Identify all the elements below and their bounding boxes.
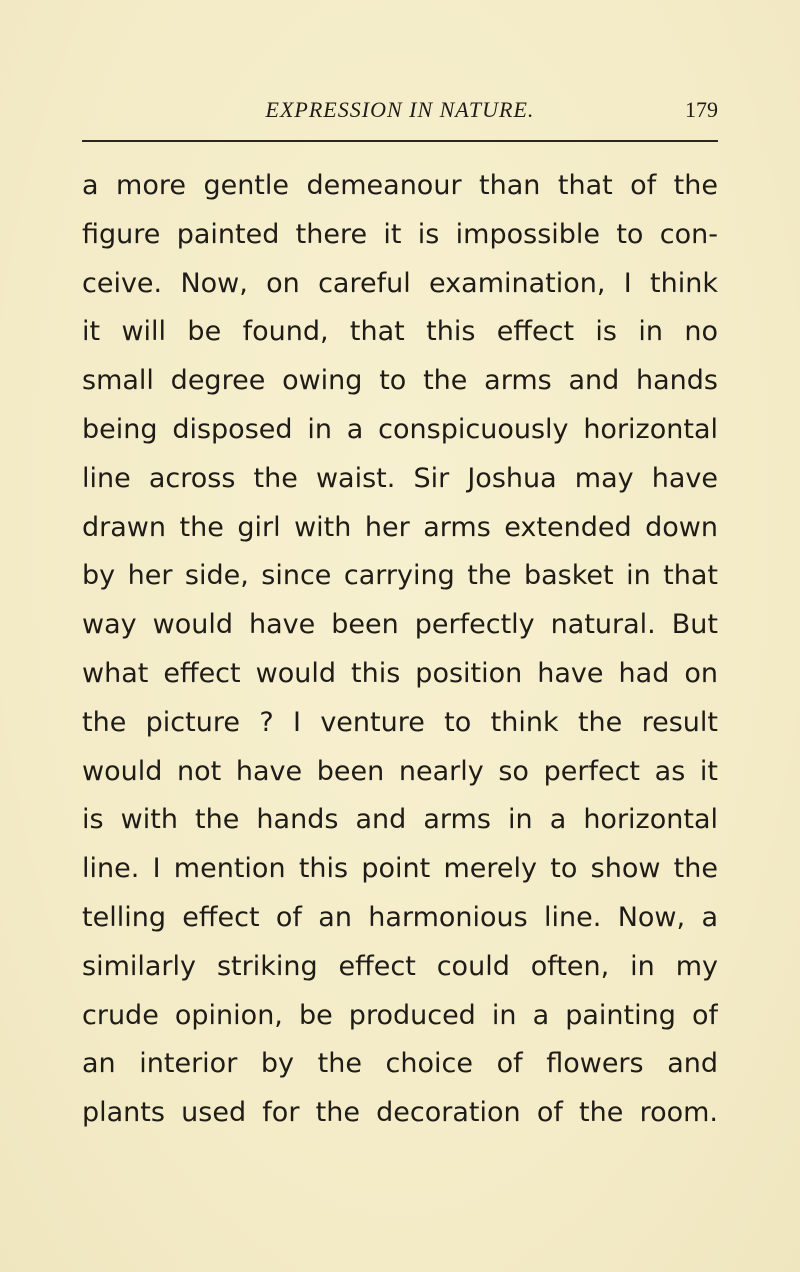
text-line: plants used for the decoration of the room. [82,1097,718,1129]
text-line: line across the waist. Sir Joshua may have [82,462,718,494]
text-line: figure painted there it is impossible to con- [82,218,718,250]
header-rule [82,140,718,142]
text-line: crude opinion, be produced in a painting of [82,999,718,1031]
text-line: line. I mention this point merely to show the [82,853,718,885]
running-title: EXPRESSION IN NATURE. [265,97,535,122]
body-text [82,162,718,1138]
text-line: similarly striking effect could often, in my [82,950,718,982]
text-line: an interior by the choice of flowers and [82,1048,718,1080]
text-line: a more gentle demeanour than that of the [82,170,718,201]
text-line: drawn the girl with her arms extended down [82,511,718,543]
running-head [82,92,718,128]
text-line: ceive. Now, on careful examination, I think [82,267,718,299]
page-number: 179 [685,97,718,122]
text-line: would not have been nearly so perfect as it [82,755,718,787]
text-line: the picture ? I venture to think the result [82,706,718,738]
text-line: telling effect of an harmonious line. Now, a [82,901,718,933]
text-line: by her side, since carrying the basket in that [82,560,718,592]
text-line: way would have been perfectly natural. But [82,609,718,641]
text-line: what effect would this position have had on [82,657,718,689]
text-line: it will be found, that this effect is in no [82,316,718,348]
text-line: small degree owing to the arms and hands [82,365,718,397]
text-line: is with the hands and arms in a horizontal [82,804,718,836]
text-line: being disposed in a conspicuously horizontal [82,413,718,445]
